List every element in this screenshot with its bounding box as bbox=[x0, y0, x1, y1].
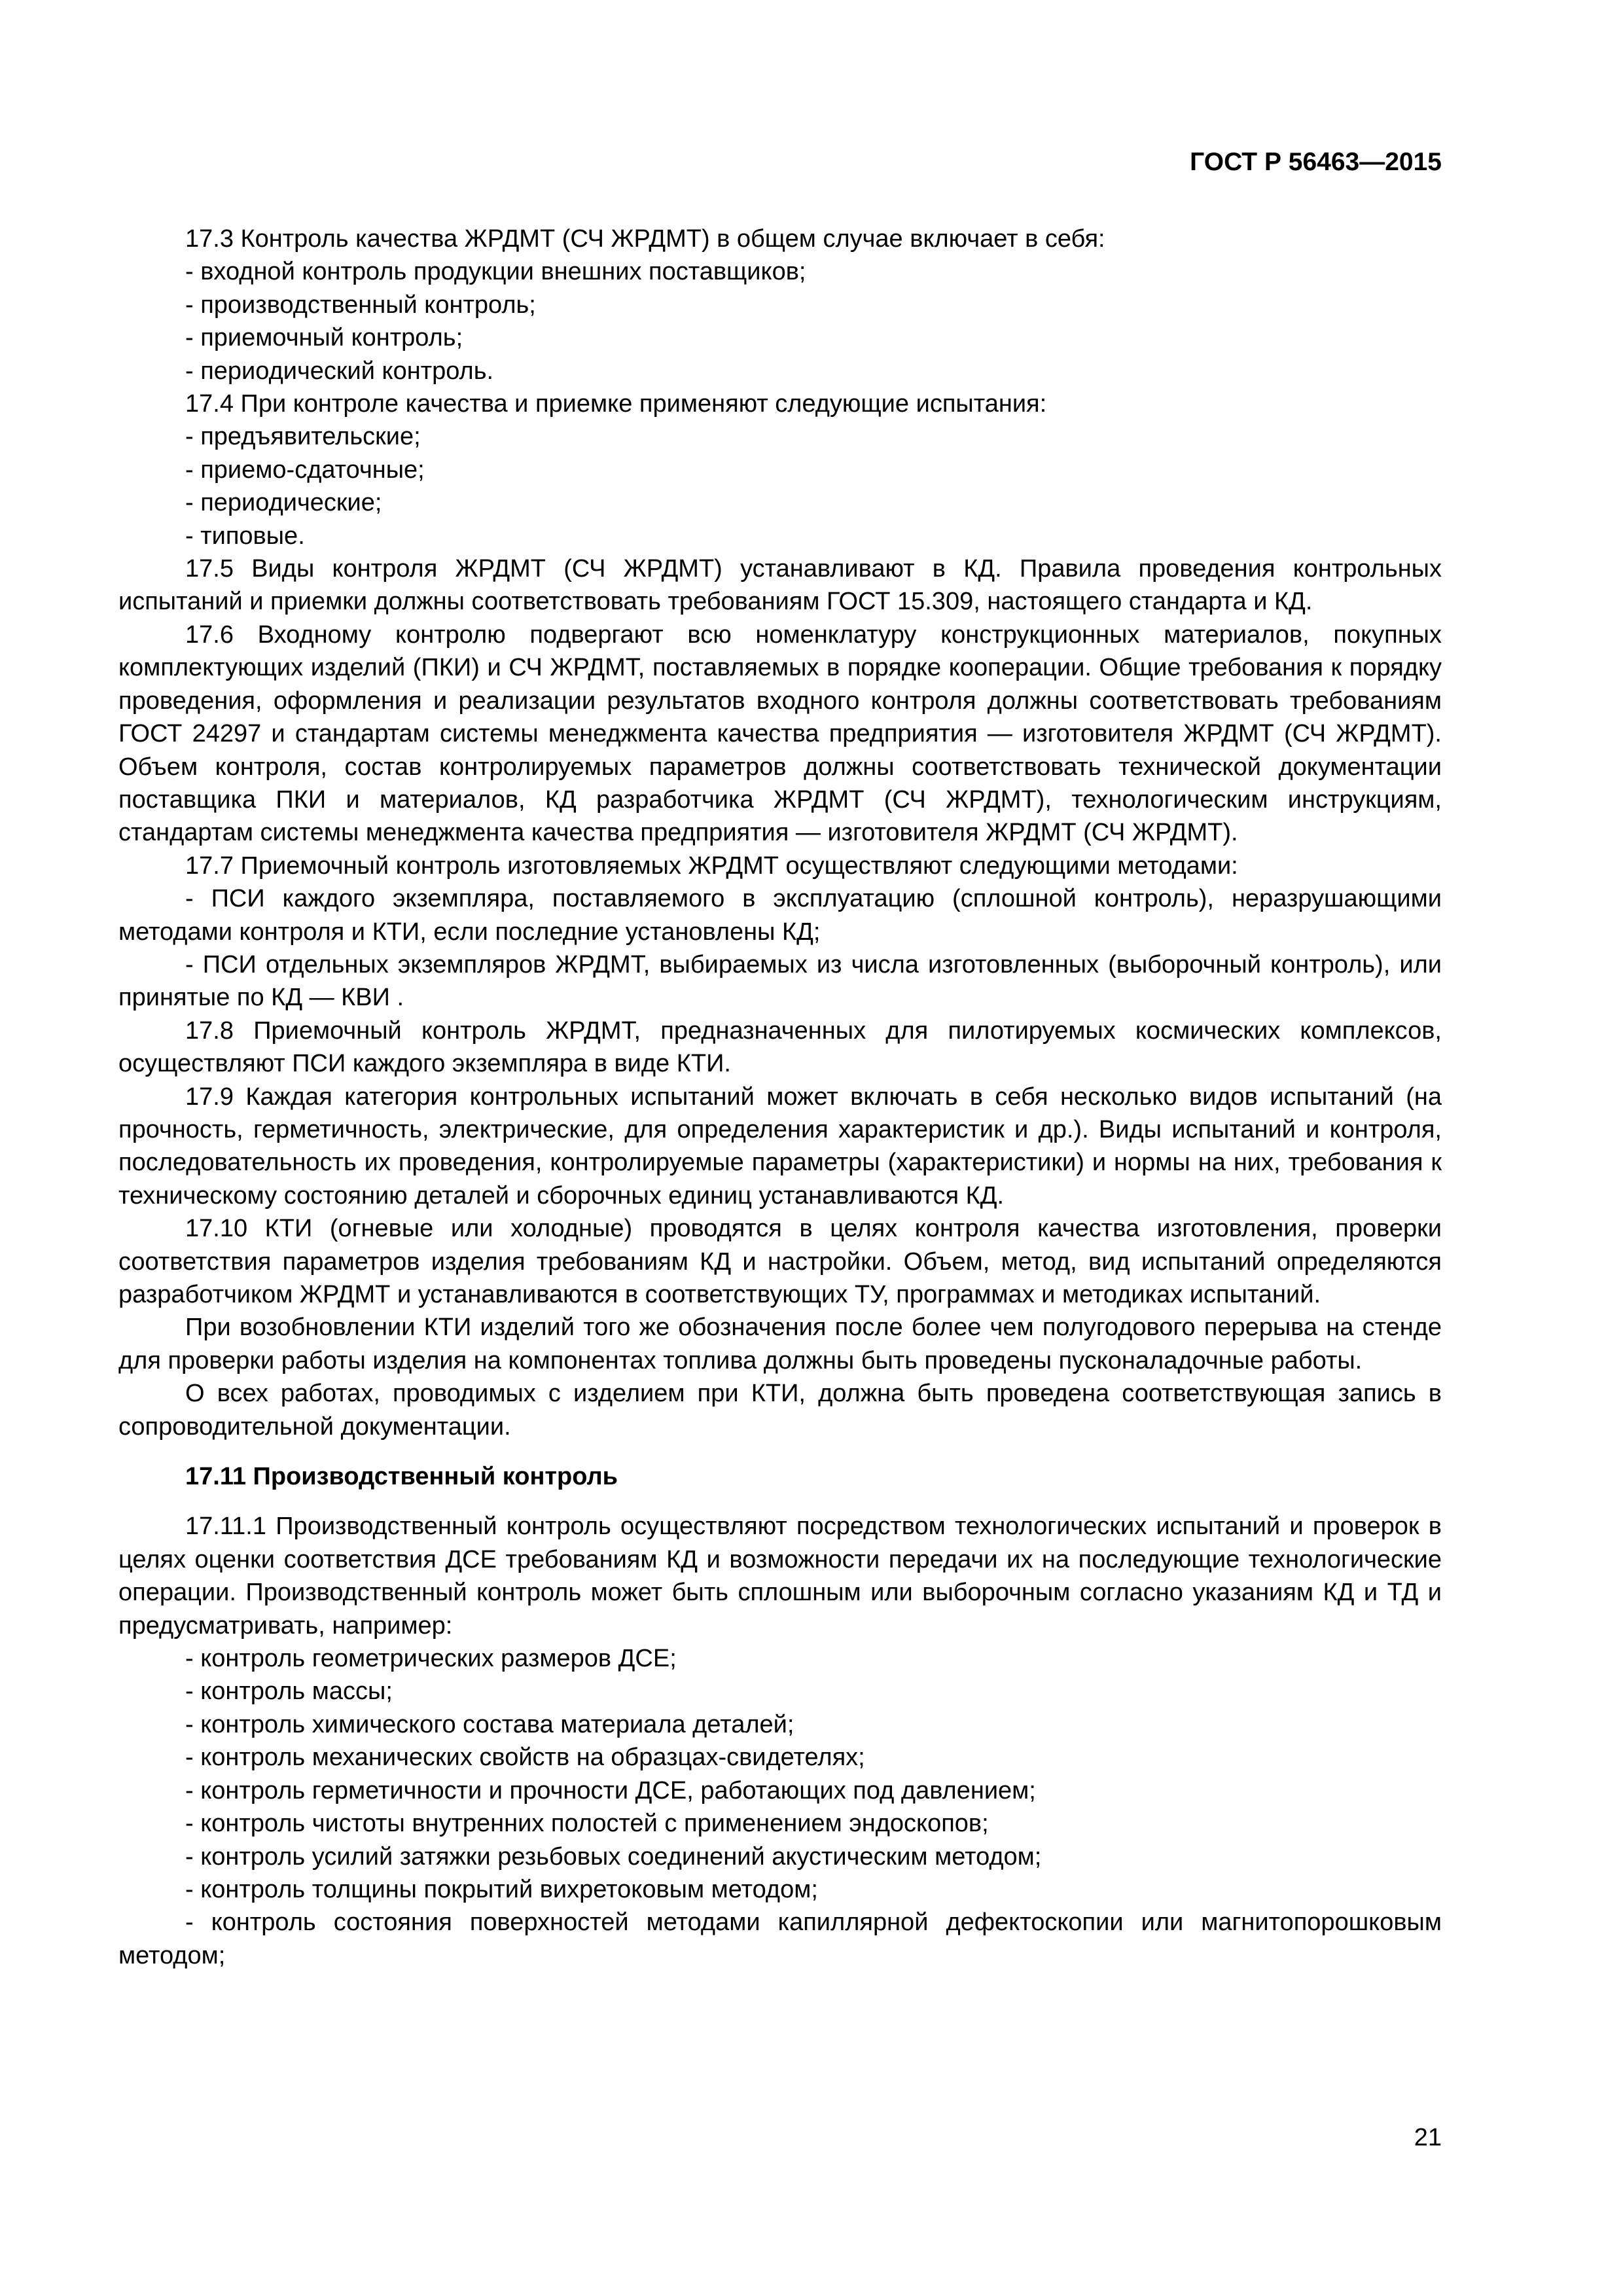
list-item: - контроль усилий затяжки резьбовых соединений акустическим методом; bbox=[185, 1842, 1042, 1871]
paragraph-resume-tests: При возобновлении КТИ изделий того же обозначения после более чем полугодового перерыва на стенде для проверки работы изделия на компонентах топлива должны быть проведены пусконаладочные работы. bbox=[118, 1314, 1442, 1374]
paragraph-17-5: 17.5 Виды контроля ЖРДМТ (СЧ ЖРДМТ) устанавливают в КД. Правила проведения контрольных испытаний и приемки должны соответствовать требованиям ГОСТ 15.309, настоящего стандарта и КД. bbox=[118, 555, 1442, 616]
list-item: - приемо-сдаточные; bbox=[185, 456, 425, 484]
paragraph-17-3: 17.3 Контроль качества ЖРДМТ (СЧ ЖРДМТ) в общем случае включает в себя: bbox=[185, 225, 1105, 253]
list-item: - контроль герметичности и прочности ДСЕ, работающих под давлением; bbox=[185, 1776, 1036, 1804]
paragraph-17-4: 17.4 При контроле качества и приемке применяют следующие испытания: bbox=[185, 390, 1047, 418]
list-item: - входной контроль продукции внешних поставщиков; bbox=[185, 258, 806, 286]
paragraph-17-7: 17.7 Приемочный контроль изготовляемых ЖРДМТ осуществляют следующими методами: bbox=[185, 852, 1238, 880]
document-body bbox=[118, 223, 1442, 1972]
list-item: - контроль состояния поверхностей методами капиллярной дефектоскопии или магнитопорошковым методом; bbox=[118, 1909, 1442, 1969]
list-item: - предъявительские; bbox=[185, 423, 421, 451]
paragraph-17-10: 17.10 КТИ (огневые или холодные) проводятся в целях контроля качества изготовления, проверки соответствия параметров изделия требованиям КД и настройки. Объем, метод, вид испытаний определяются разработчиком ЖРДМТ и устанавливаются в соответствующих ТУ, программах и методиках испытаний. bbox=[118, 1215, 1442, 1308]
list-item: - контроль толщины покрытий вихретоковым методом; bbox=[185, 1875, 818, 1903]
paragraph-17-11-1: 17.11.1 Производственный контроль осуществляют посредством технологических испытаний и проверок в целях оценки соответствия ДСЕ требованиям КД и возможности передачи их на последующие технологические операции. Производственный контроль может быть сплошным или выборочным согласно указаниям КД и ТД и предусматривать, например: bbox=[118, 1513, 1442, 1640]
list-item: - контроль механических свойств на образцах-свидетелях; bbox=[185, 1744, 865, 1772]
list-item: - контроль геометрических размеров ДСЕ; bbox=[185, 1645, 677, 1673]
list-item: - производственный контроль; bbox=[185, 291, 536, 319]
paragraph-records: О всех работах, проводимых с изделием при КТИ, должна быть проведена соответствующая запись в сопроводительной документации. bbox=[118, 1380, 1442, 1441]
paragraph-17-8: 17.8 Приемочный контроль ЖРДМТ, предназначенных для пилотируемых космических комплексов, осуществляют ПСИ каждого экземпляра в виде КТИ. bbox=[118, 1016, 1442, 1078]
paragraph-17-9: 17.9 Каждая категория контрольных испытаний может включать в себя несколько видов испытаний (на прочность, герметичность, электрические, для определения характеристик и др.). Виды испытаний и контроля, последовательность их проведения, контролируемые параметры (характеристики) и нормы на них, требования к техническому состоянию деталей и сборочных единиц устанавливаются КД. bbox=[118, 1083, 1442, 1210]
paragraph-17-7-item-1: - ПСИ каждого экземпляра, поставляемого в эксплуатацию (сплошной контроль), неразрушающими методами контроля и КТИ, если последние установлены КД; bbox=[118, 885, 1442, 946]
list-item: - контроль массы; bbox=[185, 1677, 393, 1706]
paragraph-17-7-item-2: - ПСИ отдельных экземпляров ЖРДМТ, выбираемых из числа изготовленных (выборочный контроль), или принятые по КД — КВИ . bbox=[118, 950, 1442, 1012]
paragraph-17-6: 17.6 Входному контролю подвергают всю номенклатуру конструкционных материалов, покупных комплектующих изделий (ПКИ) и СЧ ЖРДМТ, поставляемых в порядке кооперации. Общие требования к порядку проведения, оформления и реализации результатов входного контроля должны соответствовать требованиям ГОСТ 24297 и стандартам системы менеджмента качества предприятия — изготовителя ЖРДМТ (СЧ ЖРДМТ). Объем контроля, состав контролируемых параметров должны соответствовать технической документации поставщика ПКИ и материалов, КД разработчика ЖРДМТ (СЧ ЖРДМТ), технологическим инструкциям, стандартам системы менеджмента качества предприятия — изготовителя ЖРДМТ (СЧ ЖРДМТ). bbox=[118, 620, 1442, 847]
list-item: - контроль химического состава материала деталей; bbox=[185, 1710, 794, 1738]
list-item: - приемочный контроль; bbox=[185, 324, 463, 352]
section-heading-17-11: 17.11 Производственный контроль bbox=[185, 1463, 618, 1491]
list-item: - типовые. bbox=[185, 522, 305, 550]
list-item: - периодические; bbox=[185, 489, 382, 517]
list-item: - контроль чистоты внутренних полостей с применением эндоскопов; bbox=[185, 1810, 989, 1838]
list-item: - периодический контроль. bbox=[185, 357, 494, 385]
document-header: ГОСТ Р 56463—2015 bbox=[1190, 148, 1442, 176]
page-number: 21 bbox=[1414, 2124, 1442, 2151]
